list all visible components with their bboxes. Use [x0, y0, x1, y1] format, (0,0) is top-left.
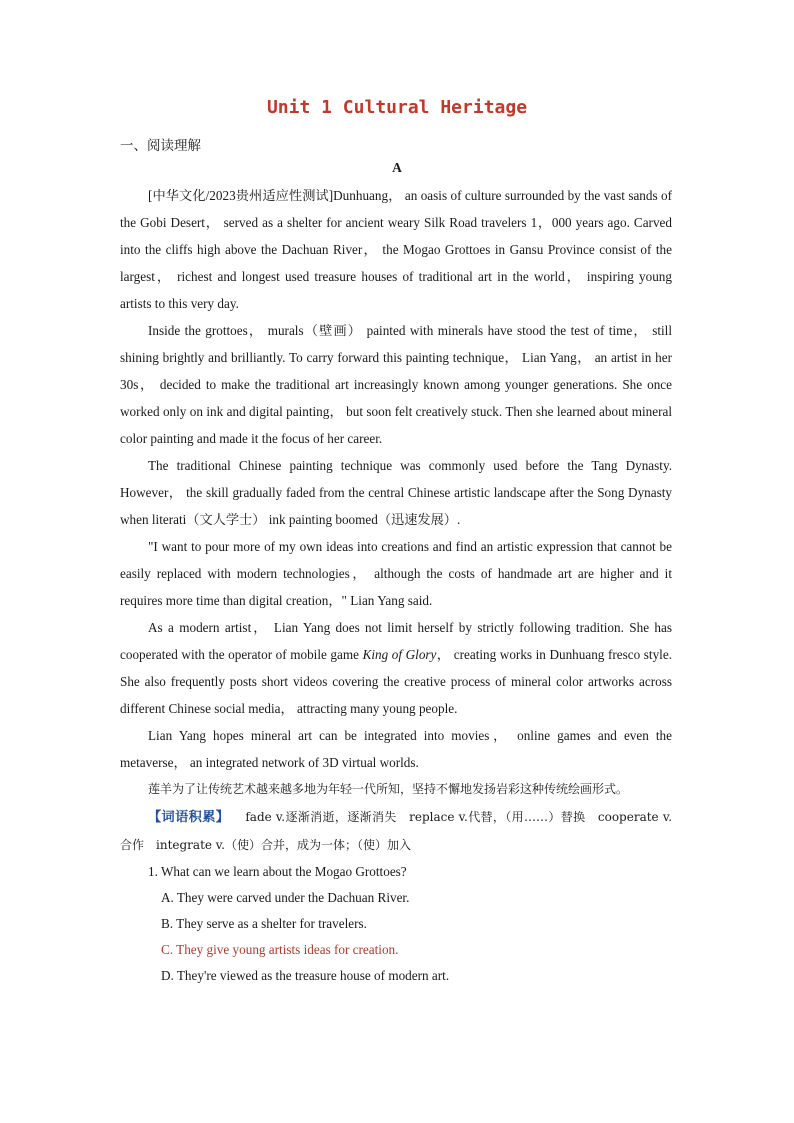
paragraph: The traditional Chinese painting technique was commonly used before the Tang Dynasty. However， the skill gradually faded from the central Chinese artistic landscape after the Song Dynasty when literati（文人学士） ink painting boomed（迅速发展）.: [120, 458, 672, 527]
passage-body: [120, 182, 672, 989]
vocab-text: fade v.逐渐消逝，逐渐消失 replace v.代替，（用……）替换 cooperate v.合作 integrate v.（使）合并，成为一体；（使）加入: [120, 810, 673, 852]
option-a: A. They were carved under the Dachuan River.: [161, 890, 410, 905]
chinese-summary: 莲羊为了让传统艺术越来越多地为年轻一代所知，坚持不懈地发扬岩彩这种传统绘画形式。: [148, 782, 629, 796]
option-b: B. They serve as a shelter for travelers.: [161, 916, 367, 931]
paragraph: [120, 614, 672, 722]
paragraph: [中华文化/2023贵州适应性测试]Dunhuang， an oasis of culture surrounded by the vast sands of the Gobi Desert， served as a shelter for ancient weary Silk Road travelers 1，000 years ago. Carved into the cliffs high above the Dachuan River， the Mogao Grottoes in Gansu Province consist of the largest， richest and longest used treasure houses of traditional art in the world， inspiring young artists to this very day.: [120, 188, 672, 311]
game-title: King of Glory: [362, 647, 437, 662]
section-heading: 一、阅读理解: [120, 138, 201, 153]
option-d: D. They're viewed as the treasure house of modern art.: [161, 968, 450, 983]
question-stem: 1. What can we learn about the Mogao Grottoes?: [148, 864, 407, 879]
page-title: Unit 1 Cultural Heritage: [266, 97, 528, 118]
paragraph-text: ， creating works in Dunhuang fresco style. She also frequently posts short videos covering the creative process of mineral color artworks across different Chinese social media， attracting many young people.: [120, 647, 672, 716]
paragraph: "I want to pour more of my own ideas into creations and find an artistic expression that cannot be easily replaced with modern technologies， although the costs of handmade art are higher and it requires more time than digital creation，" Lian Yang said.: [120, 539, 672, 608]
vocab-block: [120, 803, 672, 859]
vocab-heading: 【词语积累】: [148, 809, 230, 824]
paragraph-text: As a modern artist， Lian Yang does not limit herself by strictly following tradition. She has cooperated with the operator of mobile game: [120, 620, 672, 662]
passage-label: A: [392, 160, 402, 175]
paragraph: Inside the grottoes， murals（壁画） painted with minerals have stood the test of time， still shining brightly and brilliantly. To carry forward this painting technique， Lian Yang， an artist in her 30s， decided to make the traditional art increasingly known among younger generations. She once worked only on ink and digital painting， but soon felt creatively stuck. Then she learned about mineral color painting and made it the focus of her career.: [120, 323, 672, 446]
paragraph: Lian Yang hopes mineral art can be integrated into movies， online games and even the metaverse， an integrated network of 3D virtual worlds.: [120, 728, 672, 770]
option-c-correct: C. They give young artists ideas for creation.: [161, 942, 399, 957]
